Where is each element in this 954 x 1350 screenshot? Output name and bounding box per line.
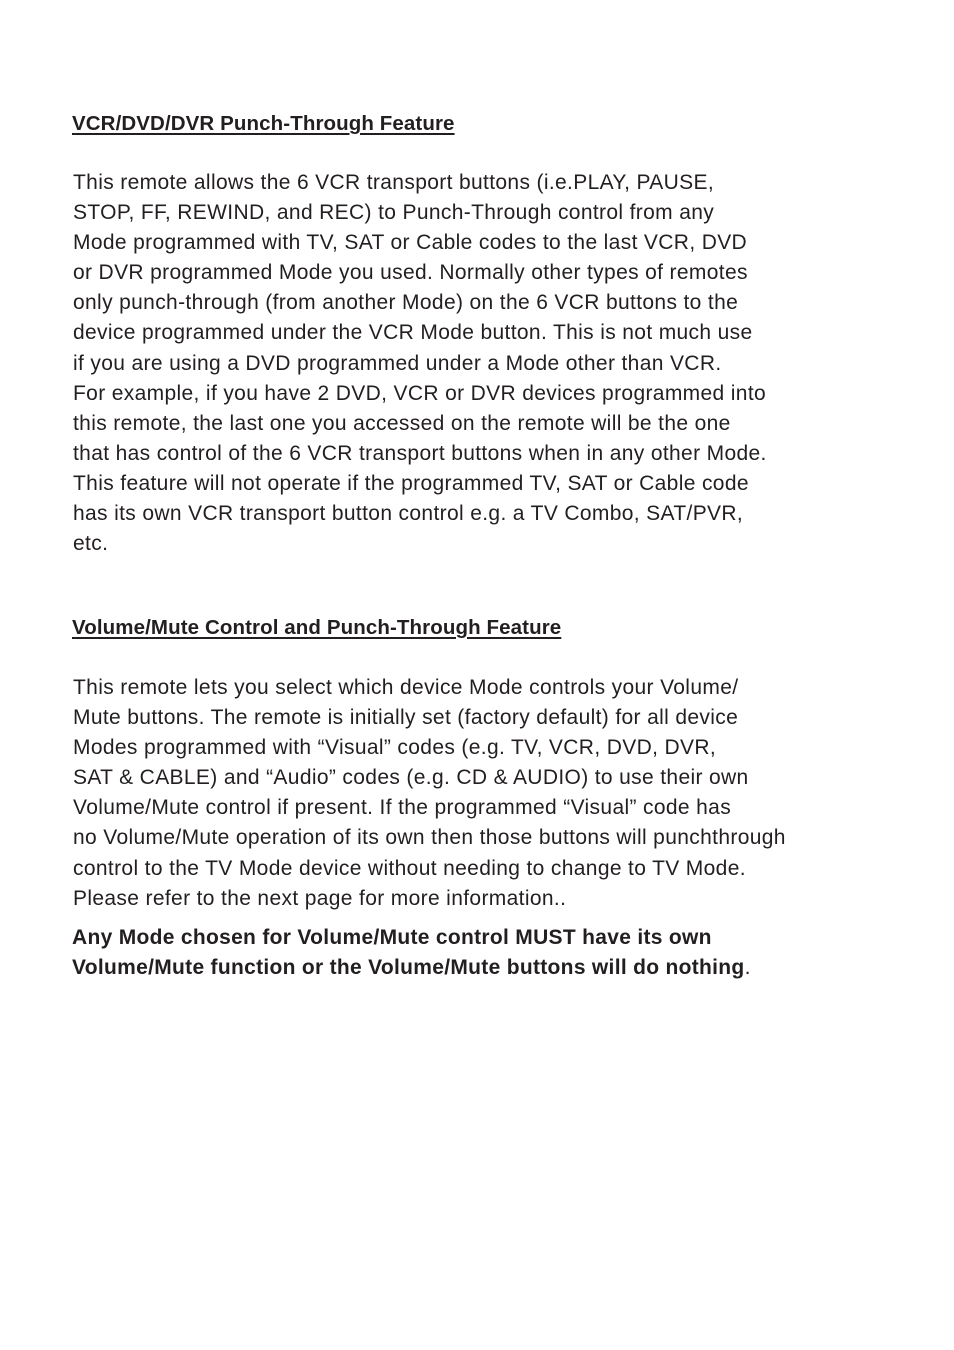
warning-line: Any Mode chosen for Volume/Mute control MUST have its own <box>72 926 712 949</box>
punch-through-paragraph <box>73 168 767 559</box>
paragraph-line: Mute buttons. The remote is initially set (factory default) for all device <box>73 706 739 730</box>
paragraph-line: this remote, the last one you accessed on the remote will be the one <box>73 411 731 435</box>
warning-line-text: Volume/Mute function or the Volume/Mute buttons will do nothing <box>72 956 745 980</box>
paragraph-line: SAT & CABLE) and “Audio” codes (e.g. CD & AUDIO) to use their own <box>73 766 749 790</box>
paragraph-line: This feature will not operate if the programmed TV, SAT or Cable code <box>73 471 749 495</box>
volume-mute-warning-note <box>72 923 751 983</box>
paragraph-line: only punch-through (from another Mode) on the 6 VCR buttons to the <box>73 291 739 315</box>
paragraph-line: Mode programmed with TV, SAT or Cable codes to the last VCR, DVD <box>73 231 748 255</box>
paragraph-line: device programmed under the VCR Mode button. This is not much use <box>73 321 753 345</box>
paragraph-line: Volume/Mute control if present. If the programmed “Visual” code has <box>73 796 732 820</box>
paragraph-line: Please refer to the next page for more information.. <box>73 886 567 910</box>
volume-mute-paragraph <box>73 673 786 914</box>
paragraph-line: This remote lets you select which device Mode controls your Volume/ <box>73 676 739 699</box>
paragraph-line: has its own VCR transport button control e.g. a TV Combo, SAT/PVR, <box>73 502 744 526</box>
paragraph-line: etc. <box>73 532 109 556</box>
paragraph-line: that has control of the 6 VCR transport buttons when in any other Mode. <box>73 441 767 465</box>
paragraph-line: This remote allows the 6 VCR transport buttons (i.e.PLAY, PAUSE, <box>73 171 715 194</box>
paragraph-line: control to the TV Mode device without needing to change to TV Mode. <box>73 856 746 880</box>
section-heading-punch-through: VCR/DVD/DVR Punch-Through Feature <box>72 112 455 135</box>
paragraph-line: Modes programmed with “Visual” codes (e.g. TV, VCR, DVD, DVR, <box>73 736 717 760</box>
warning-trailing-period: . <box>744 956 751 980</box>
paragraph-line: or DVR programmed Mode you used. Normally other types of remotes <box>73 261 748 285</box>
paragraph-line: For example, if you have 2 DVD, VCR or DVR devices programmed into <box>73 381 767 405</box>
paragraph-line: STOP, FF, REWIND, and REC) to Punch-Through control from any <box>73 201 715 225</box>
paragraph-line: if you are using a DVD programmed under a Mode other than VCR. <box>73 351 722 375</box>
section-heading-volume-mute: Volume/Mute Control and Punch-Through Feature <box>72 616 562 639</box>
warning-line <box>72 953 751 983</box>
paragraph-line: no Volume/Mute operation of its own then those buttons will punchthrough <box>73 826 786 850</box>
